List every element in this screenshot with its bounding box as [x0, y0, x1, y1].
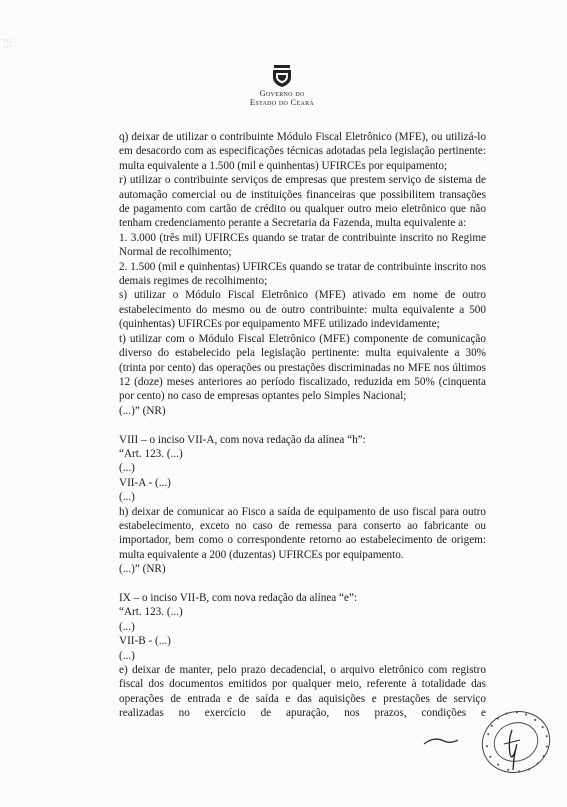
paragraph-r-item-2: 2. 1.500 (mil e quinhentas) UFIRCEs quando se tratar de contribuinte inscrito nos demais regimes de recolhimento; — [119, 260, 486, 288]
paragraph-r: r) utilizar o contribuinte serviços de empresas que prestem serviço de sistema de automação comercial ou de instituições financeiras que possibilitem transações de pagamento com cartão de crédito ou qualquer outro meio eletrônico que não tenham credenciamento perante a Secretaria da Fazenda, multa equivalente a: — [119, 174, 486, 230]
letterhead — [222, 64, 342, 107]
paragraph-h: h) deixar de comunicar ao Fisco a saída de equipamento de uso fiscal para outro estabelecimento, exceto no caso de remessa para conserto ao fabricante ou importador, bem como o correspondente retorno ao estabelecimento de origem: multa equivalente a 200 (duzentas) UFIRCEs por equipamento. — [119, 505, 486, 561]
document-body — [119, 130, 486, 721]
paragraph-art-123-a: “Art. 123. (...) — [119, 447, 183, 460]
paragraph-gap — [119, 418, 486, 432]
paragraph-nr-1: (...)” (NR) — [119, 404, 166, 417]
scan-speck: :·: ·:· — [4, 38, 13, 50]
paragraph-nr-2: (...)” (NR) — [119, 563, 166, 576]
paragraph-vii-a: VII-A - (...) — [119, 476, 171, 489]
letterhead-line-1: Governo do — [259, 88, 305, 98]
letterhead-line-2: Estado do Ceará — [249, 97, 315, 107]
paragraph-ellipsis-a: (...) — [119, 462, 135, 475]
paragraph-q: q) deixar de utilizar o contribuinte Módulo Fiscal Eletrônico (MFE), ou utilizá-lo em desacordo com as especificações técnicas adotadas pela legislação pertinente: multa equivalente a 1.500 (mil e quinhentas) UFIRCEs por equipamento; — [119, 131, 486, 172]
paragraph-inciso-ix: IX – o inciso VII-B, com nova redação da alínea “e”: — [119, 591, 358, 604]
paragraph-e: e) deixar de manter, pelo prazo decadencial, o arquivo eletrônico com registro fiscal dos documentos emitidos por qualquer meio, referente à totalidade das operações de entrada e de saída e das aquisições e prestações de serviço realizadas no exercício de apuração, nos prazos, condições e — [119, 664, 486, 720]
paragraph-ellipsis-b: (...) — [119, 491, 135, 504]
paragraph-art-123-b: “Art. 123. (...) — [119, 606, 183, 619]
state-crest-icon — [271, 64, 293, 88]
paragraph-ellipsis-c: (...) — [119, 620, 135, 633]
paragraph-t: t) utilizar com o Módulo Fiscal Eletrônico (MFE) componente de comunicação diverso do estabelecido pela legislação pertinente: multa equivalente a 30% (trinta por cento) das operações ou prestações discriminadas no MFE nos últimos 12 (doze) meses anteriores ao período fiscalizado, reduzida em 50% (cinquenta por cento) no caso de empresas optantes pelo Simples Nacional; — [119, 332, 486, 403]
paragraph-inciso-viii: VIII – o inciso VII-A, com nova redação da alínea “h”: — [119, 433, 366, 446]
paragraph-vii-b: VII-B - (...) — [119, 635, 171, 648]
paragraph-s: s) utilizar o Módulo Fiscal Eletrônico (MFE) ativado em nome de outro estabelecimento do mesmo ou de outro contribuinte: multa equivalente a 500 (quinhentas) UFIRCEs por equipamento MFE utilizado indevidamente; — [119, 289, 486, 331]
paragraph-ellipsis-d: (...) — [119, 649, 135, 662]
procuradoria-stamp-and-signature — [420, 700, 560, 790]
paragraph-r-item-1: 1. 3.000 (três mil) UFIRCEs quando se tratar de contribuinte inscrito no Regime Normal de recolhimento; — [119, 231, 486, 259]
paragraph-gap — [119, 577, 486, 591]
